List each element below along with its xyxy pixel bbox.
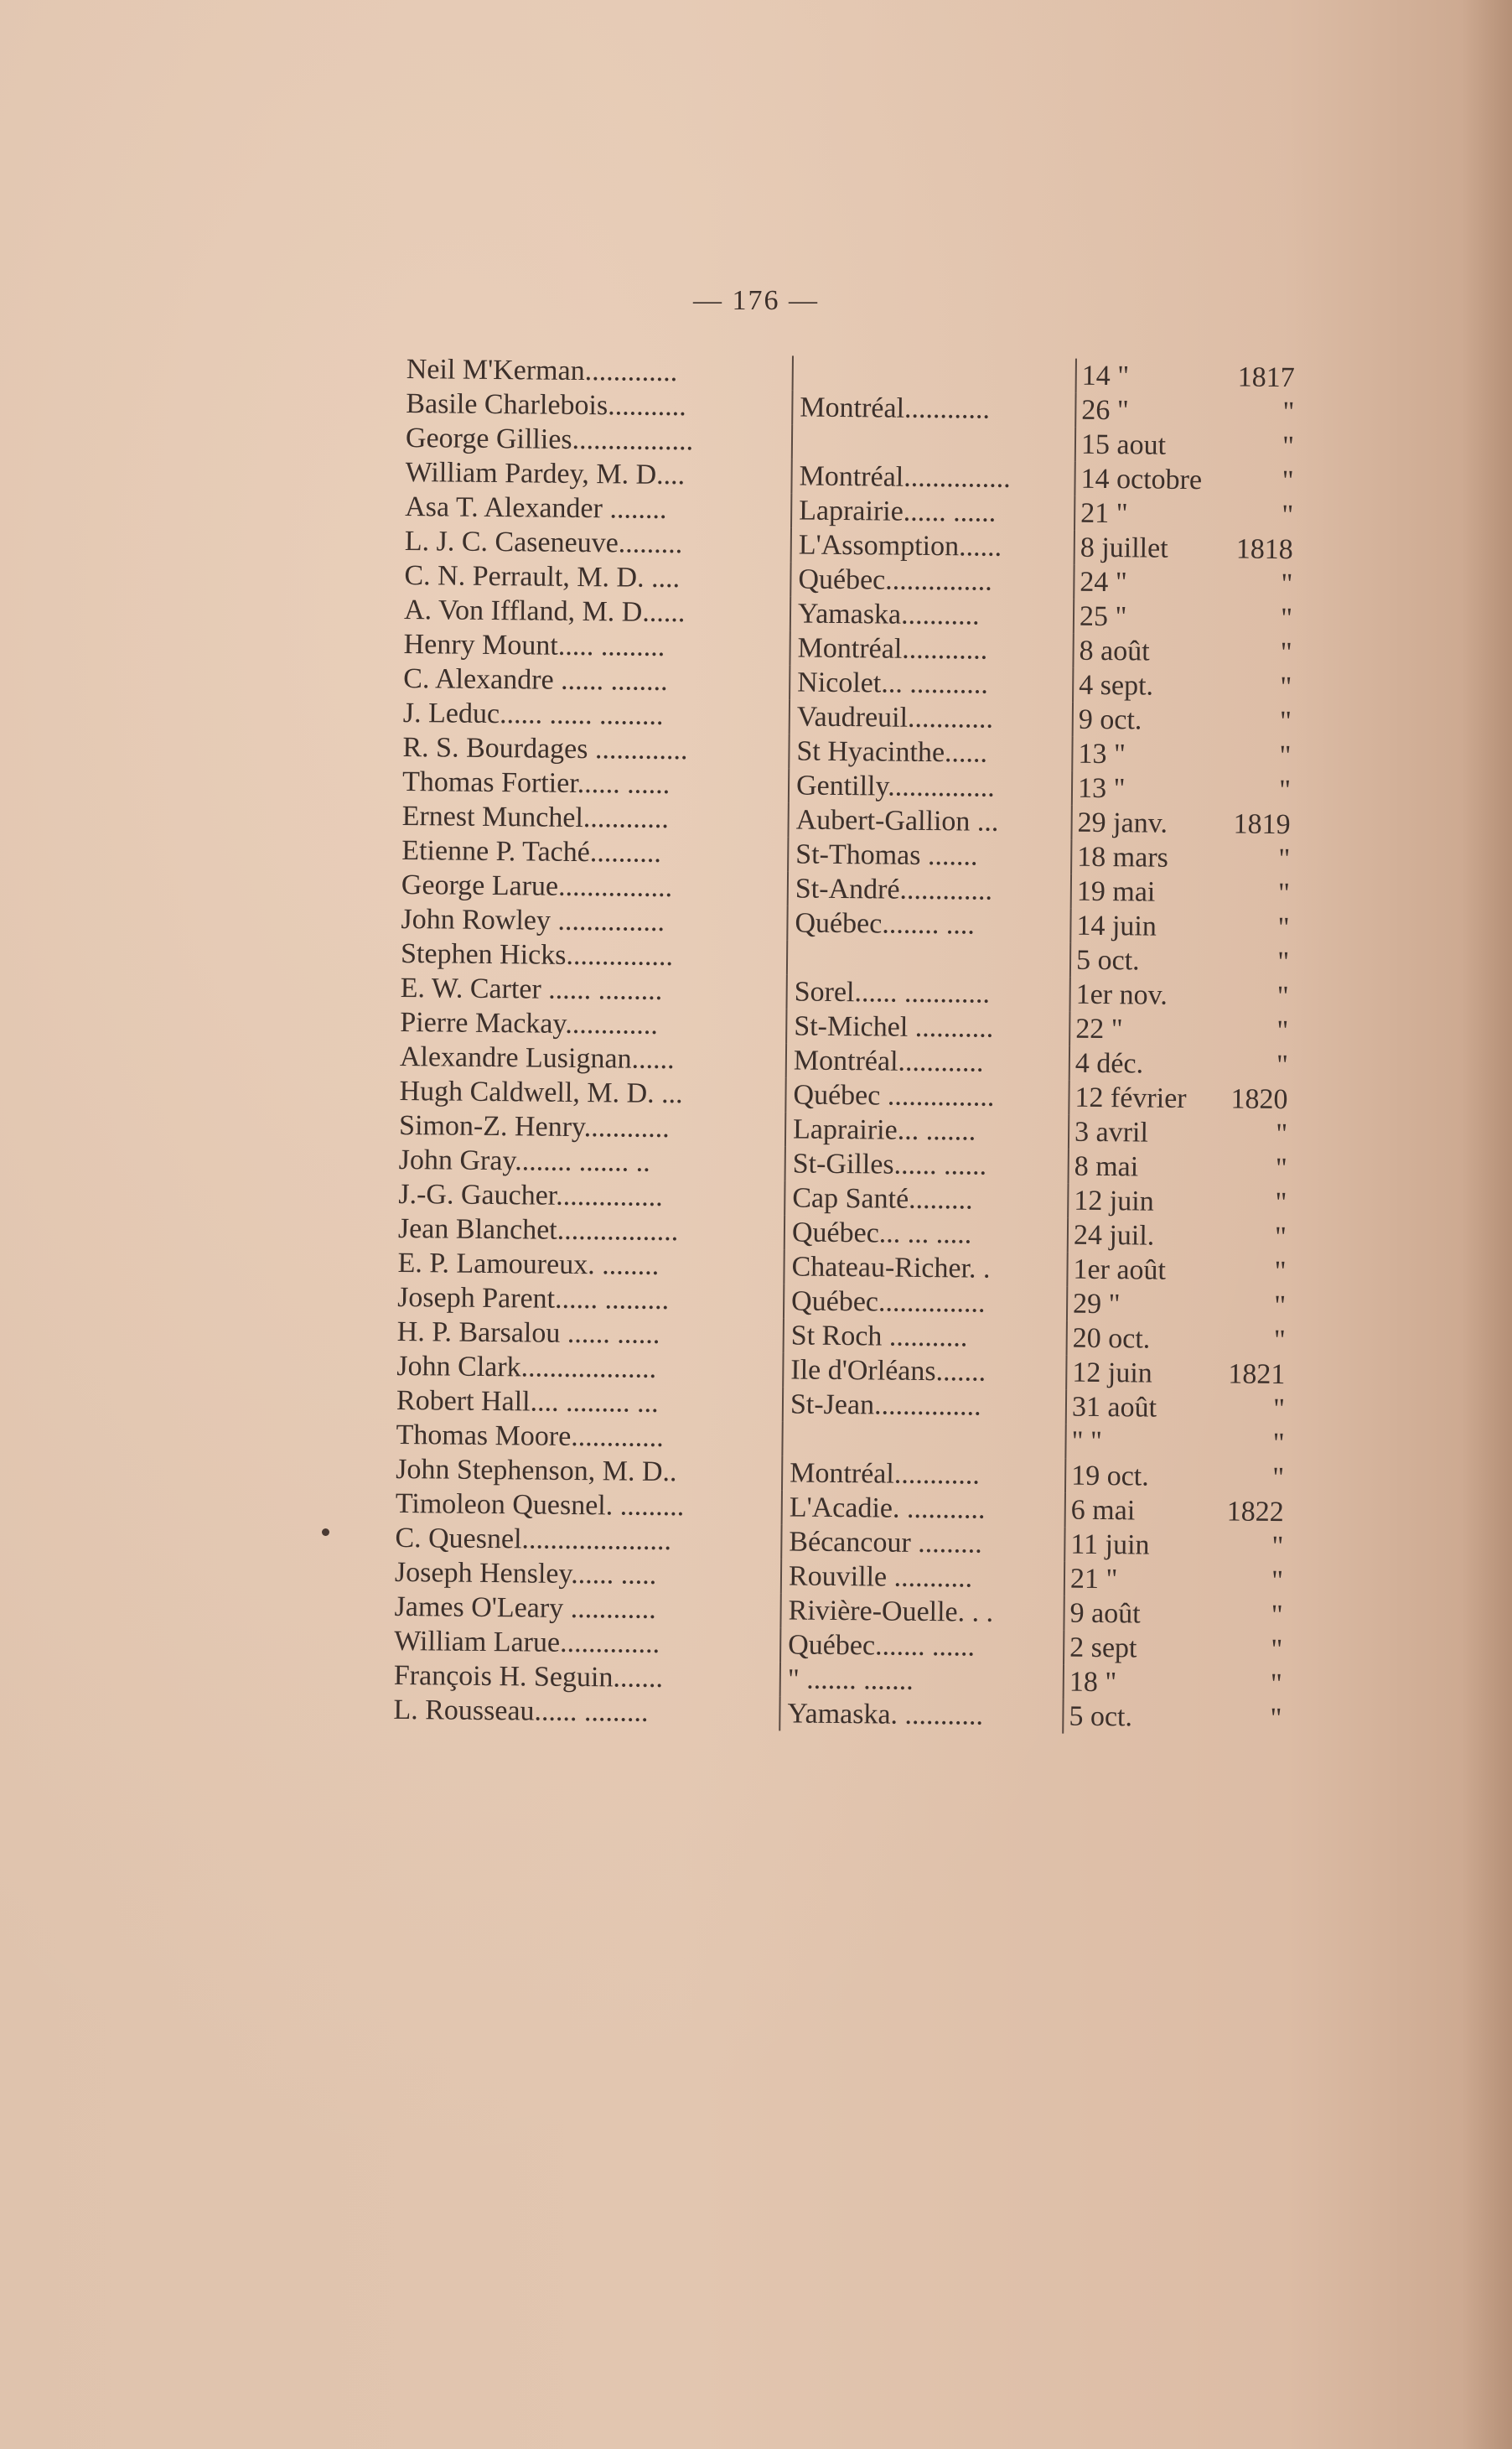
row-place: L'Acadie. ........... [781,1490,1064,1527]
page-spine-shadow [1462,0,1512,2449]
row-name: J.-G. Gaucher............... [398,1178,663,1212]
row-year: " [1276,1118,1288,1150]
row-year: " [1272,1427,1285,1460]
row-place: Montréal............ [789,630,1072,667]
row-year: " [1270,1668,1282,1700]
row-year: " [1274,1255,1287,1288]
row-name: James O'Leary ............ [394,1590,656,1625]
row-place: St-Jean............... [782,1387,1065,1424]
row-name: Thomas Fortier...... ...... [401,765,671,801]
row-place: St Hyacinthe...... [788,734,1071,771]
row-date: 8 juillet [1074,531,1218,567]
row-place: Montréal............ [781,1455,1064,1492]
row-name: E. P. Lamoureux. ........ [397,1247,660,1281]
row-date: 6 mai [1064,1493,1209,1529]
row-date: 2 sept [1063,1631,1207,1667]
row-name: L. Rousseau...... ......... [393,1694,649,1728]
row-name: C. Quesnel..................... [395,1522,672,1557]
row-date: " " [1064,1424,1209,1461]
row-date: 5 oct. [1062,1699,1206,1736]
row-date: 11 juin [1064,1528,1208,1564]
row-name: Thomas Moore............. [396,1419,664,1454]
row-place [781,1421,1064,1458]
row-place: Laprairie...... ...... [790,493,1074,530]
row-place: Sorel...... ............ [786,974,1069,1011]
row-date: 12 juin [1065,1356,1209,1392]
row-year: " [1280,603,1293,635]
row-year: " [1280,637,1292,669]
row-date: 21 " [1074,496,1218,532]
row-place: St-Michel ........... [785,1009,1069,1045]
row-place [791,424,1074,461]
row-place: Québec... ... ..... [784,1215,1067,1252]
row-place [792,355,1075,392]
row-date: 29 " [1066,1287,1210,1323]
row-date: 14 " [1075,359,1219,395]
row-date: 4 sept. [1072,668,1216,704]
row-date: 8 mai [1068,1149,1212,1186]
row-date: 8 août [1072,634,1216,670]
page-number: — 176 — [693,285,819,316]
row-date: 31 août [1065,1390,1209,1426]
row-year: " [1277,912,1290,944]
row-date: 12 février [1068,1081,1212,1117]
row-name: François H. Seguin....... [393,1659,664,1694]
row-year: " [1278,843,1291,875]
row-name: Neil M'Kerman............. [406,353,678,388]
row-name: C. N. Perrault, M. D. .... [404,559,681,594]
row-name: George Larue................ [401,869,673,904]
row-date: 25 " [1073,599,1217,636]
row-place: Montréal............ [791,390,1074,427]
row-year: " [1273,1324,1286,1357]
row-place: Aubert-Gallion ... [787,802,1070,839]
row-name: Asa T. Alexander ........ [405,490,667,525]
row-name: J. Leduc...... ...... ......... [402,697,664,731]
row-name: John Gray........ ....... .. [398,1144,650,1178]
row-date: 22 " [1069,1012,1213,1048]
row-year: " [1281,568,1293,600]
row-name: Pierre Mackay............. [400,1006,658,1040]
row-name: Alexandre Lusignan...... [399,1040,675,1076]
row-year: " [1272,1461,1285,1494]
row-date: 21 " [1064,1562,1208,1598]
row-date: 9 août [1063,1596,1207,1632]
row-name: Henry Mount..... ......... [403,628,665,662]
ink-spot [322,1528,329,1536]
row-date: 26 " [1074,393,1219,429]
register-row [393,1693,1282,1736]
row-year: " [1271,1564,1284,1597]
row-name: Stephen Hicks............... [400,937,674,973]
row-place: Québec............... [790,562,1073,599]
row-year: " [1271,1633,1283,1666]
row-name: Hugh Caldwell, M. D. ... [399,1075,683,1110]
row-year: 1821 [1228,1358,1286,1391]
row-year: " [1271,1599,1283,1632]
row-date: 3 avril [1068,1115,1212,1151]
row-date: 1er nov. [1069,978,1213,1014]
row-name: Simon-Z. Henry............ [398,1109,670,1144]
row-year: " [1276,1050,1289,1082]
row-name: John Rowley ............... [401,903,665,937]
row-name: Basile Charlebois........... [406,387,686,423]
row-name: Jean Blanchet................. [397,1212,679,1248]
row-date: 20 oct. [1066,1321,1210,1357]
row-name: L. J. C. Caseneuve......... [404,525,683,560]
row-name: Ernest Munchel............ [401,800,670,835]
row-date: 14 octobre [1074,462,1218,498]
row-date: 14 juin [1069,909,1214,945]
row-name: Joseph Parent...... ......... [396,1281,670,1316]
row-place: Québec ............... [784,1077,1068,1114]
row-date: 24 juil. [1067,1218,1211,1254]
row-place: Ile d'Orléans....... [782,1352,1065,1389]
register-table [393,352,1295,1736]
row-place: Gentilly............... [788,768,1071,805]
row-name: Robert Hall.... ......... ... [396,1384,659,1419]
row-place: St-Gilles...... ...... [784,1146,1068,1183]
row-year: " [1276,947,1290,978]
row-place: Montréal............ [785,1043,1069,1080]
row-year: " [1278,775,1292,807]
row-date: 1er août [1066,1253,1210,1289]
row-place: Vaudreuil............ [789,699,1072,736]
row-year: " [1276,1015,1289,1047]
row-date: 12 juin [1067,1184,1211,1220]
row-place [786,940,1069,977]
row-date: 4 déc. [1069,1046,1213,1082]
row-date: 9 oct. [1072,703,1216,739]
row-place: St-Thomas ....... [787,837,1070,874]
row-date: 24 " [1073,565,1217,601]
row-year: " [1277,878,1291,910]
row-year: " [1274,1289,1287,1322]
row-year: " [1270,1702,1282,1735]
row-year: " [1279,706,1292,738]
row-place: Rouville ........... [780,1559,1064,1595]
row-date: 13 " [1071,771,1215,807]
row-name: H. P. Barsalou ...... ...... [396,1315,660,1350]
row-date: 5 oct. [1069,943,1214,979]
row-place: Nicolet... ........... [789,665,1072,702]
row-year: 1822 [1226,1496,1284,1528]
row-year: " [1282,397,1295,428]
row-place: Yamaska. ........... [779,1696,1062,1733]
row-year: " [1282,431,1295,463]
row-name: Etienne P. Taché.......... [401,834,662,869]
row-name: C. Alexandre ...... ........ [403,662,668,698]
row-name: William Larue.............. [394,1625,660,1659]
row-year: " [1272,1393,1286,1425]
row-place: Bécancour ......... [780,1524,1064,1561]
row-place: Cap Santé......... [784,1180,1067,1217]
row-date: 19 mai [1070,874,1214,911]
row-year: " [1280,672,1292,703]
row-name: William Pardey, M. D.... [405,456,686,491]
row-year: " [1282,500,1294,532]
row-place: " ....... ....... [779,1662,1063,1699]
row-place: Québec........ .... [786,905,1069,942]
row-name: Joseph Hensley...... ..... [394,1556,657,1590]
row-year: " [1275,1186,1287,1219]
row-year: " [1275,1152,1287,1185]
row-date: 18 " [1063,1665,1207,1701]
row-date: 15 aout [1074,428,1219,464]
row-place: Montréal............... [790,459,1074,496]
row-date: 13 " [1071,737,1215,773]
row-date: 29 janv. [1070,806,1214,842]
row-name: George Gillies................. [405,422,694,457]
row-year: 1819 [1233,808,1291,841]
row-name: A. Von Iffland, M. D...... [403,594,686,629]
row-place: L'Assomption...... [790,527,1074,564]
row-place: Chateau-Richer. . [783,1249,1066,1286]
row-year: 1818 [1235,533,1293,566]
row-year: 1817 [1237,361,1295,394]
row-name: John Clark................... [396,1350,657,1384]
row-name: R. S. Bourdages ............. [402,731,688,766]
row-place: Québec....... ...... [779,1627,1063,1664]
row-date: 19 oct. [1064,1459,1209,1495]
row-year: " [1276,981,1289,1013]
row-year: " [1279,740,1292,772]
row-place: Rivière-Ouelle. . . [779,1593,1063,1630]
row-year: " [1274,1221,1287,1253]
row-place: Yamaska........... [790,596,1073,633]
row-place: Laprairie... ....... [784,1112,1068,1149]
row-year: " [1271,1530,1284,1563]
row-name: Timoleon Quesnel. ......... [395,1487,685,1523]
row-place: St-André............. [787,871,1070,908]
row-name: John Stephenson, M. D.. [396,1453,677,1488]
row-name: E. W. Carter ...... ......... [400,972,663,1006]
row-place: Québec............... [783,1284,1066,1320]
row-place: St Roch ........... [783,1318,1066,1355]
row-year: " [1282,465,1294,497]
row-year: 1820 [1230,1083,1288,1116]
row-date: 18 mars [1070,840,1214,876]
